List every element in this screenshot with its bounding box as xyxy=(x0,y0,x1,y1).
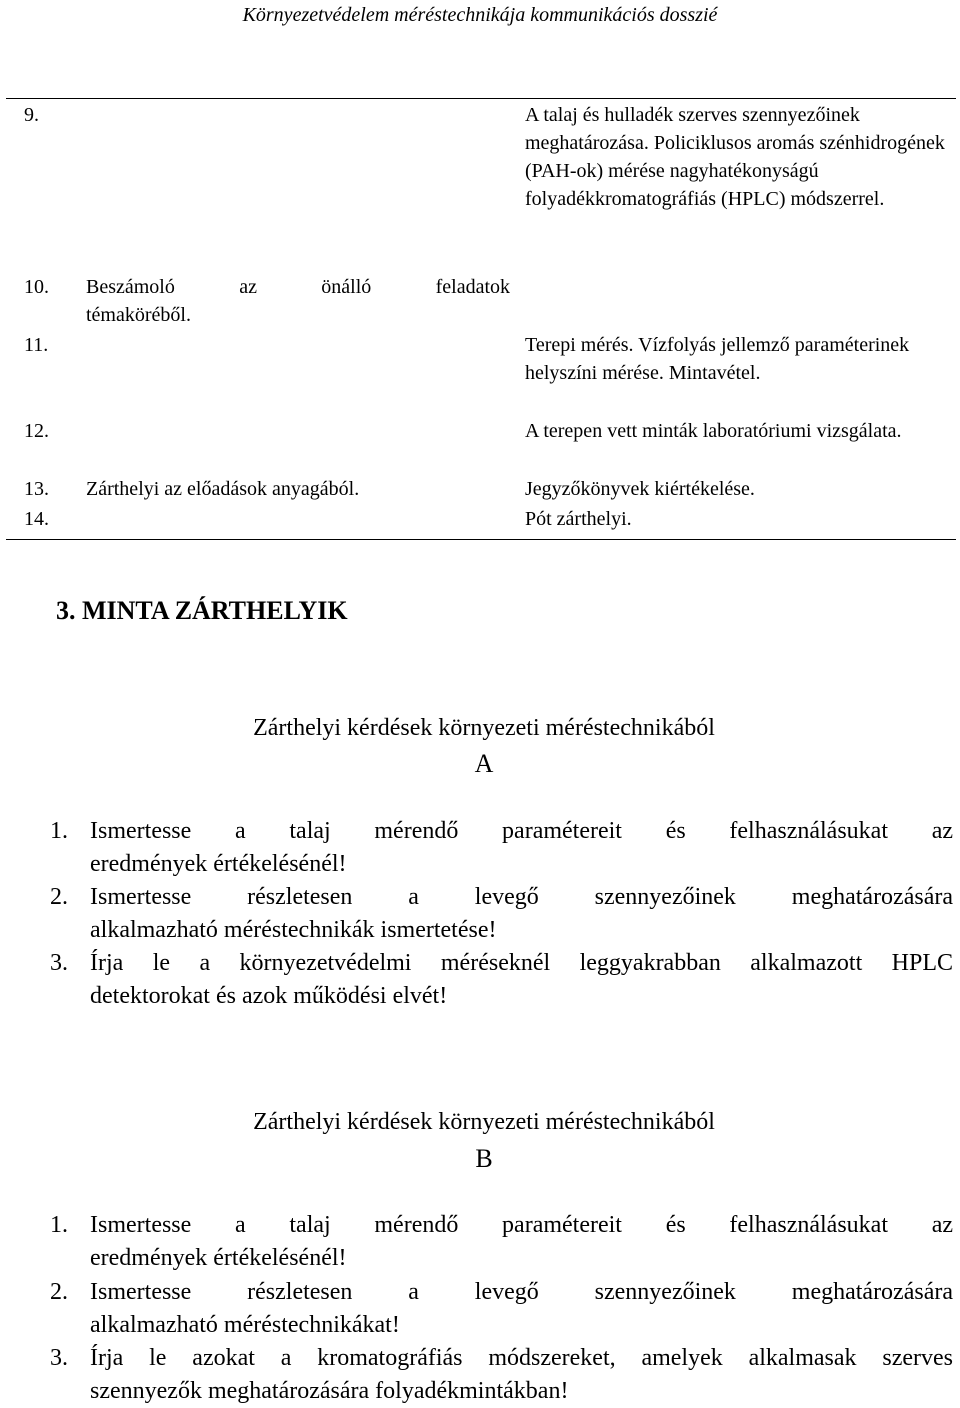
question-number: 2. xyxy=(50,884,68,910)
week-number: 9. xyxy=(24,104,39,126)
week-number: 12. xyxy=(24,420,49,442)
week-number: 10. xyxy=(24,276,49,298)
test-variant-letter: A xyxy=(474,749,494,778)
practice-topic: A talaj és hulladék szerves szennyezőinek meghatározása. Policiklusos aromás szénhidrogének (PAH-ok) mérése nagyhatékonyságú folyadékkromatográfiás (HPLC) módszerrel. xyxy=(525,104,945,210)
week-number: 14. xyxy=(24,508,49,530)
question-number: 3. xyxy=(50,1345,68,1371)
page-header: Környezetvédelem méréstechnikája kommunikációs dosszié xyxy=(242,4,718,26)
question-number: 1. xyxy=(50,818,68,844)
week-number: 11. xyxy=(24,334,49,356)
question-number: 3. xyxy=(50,950,68,976)
question-text: Ismertesse a talaj mérendő paramétereit és felhasználásukat az eredmények értékelésénél! xyxy=(90,818,953,877)
question-text: Írja le a környezetvédelmi méréseknél leggyakrabban alkalmazott HPLC detektorokat és azok működési elvét! xyxy=(90,950,953,1009)
test-title: Zárthelyi kérdések környezeti méréstechnikából xyxy=(253,1109,715,1135)
practice-topic: Pót zárthelyi. xyxy=(525,508,632,530)
test-title: Zárthelyi kérdések környezeti méréstechnikából xyxy=(253,715,715,741)
section-title: 3. MINTA ZÁRTHELYIK xyxy=(56,596,348,625)
practice-topic: Jegyzőkönyvek kiértékelése. xyxy=(525,478,755,500)
question-number: 1. xyxy=(50,1212,68,1238)
question-text: Ismertesse részletesen a levegő szennyezőinek meghatározására alkalmazható méréstechnikákat! xyxy=(90,1279,953,1338)
practice-topic: A terepen vett minták laboratóriumi vizsgálata. xyxy=(525,420,902,442)
question-text: Írja le azokat a kromatográfiás módszereket, amelyek alkalmasak szerves szennyezők meghatározására folyadékmintákban! xyxy=(90,1345,953,1404)
lecture-topic: Zárthelyi az előadások anyagából. xyxy=(86,478,360,500)
question-number: 2. xyxy=(50,1279,68,1305)
schedule-table xyxy=(6,98,956,540)
question-text: Ismertesse részletesen a levegő szennyezőinek meghatározására alkalmazható méréstechnikák ismertetése! xyxy=(90,884,953,943)
question-text: Ismertesse a talaj mérendő paramétereit és felhasználásukat az eredmények értékelésénél! xyxy=(90,1212,953,1271)
test-variant-letter: B xyxy=(475,1144,493,1173)
lecture-topic: Beszámoló az önálló feladatok témaköréből. xyxy=(86,276,510,326)
week-number: 13. xyxy=(24,478,49,500)
practice-topic: Terepi mérés. Vízfolyás jellemző paraméterinek helyszíni mérése. Mintavétel. xyxy=(525,334,910,384)
